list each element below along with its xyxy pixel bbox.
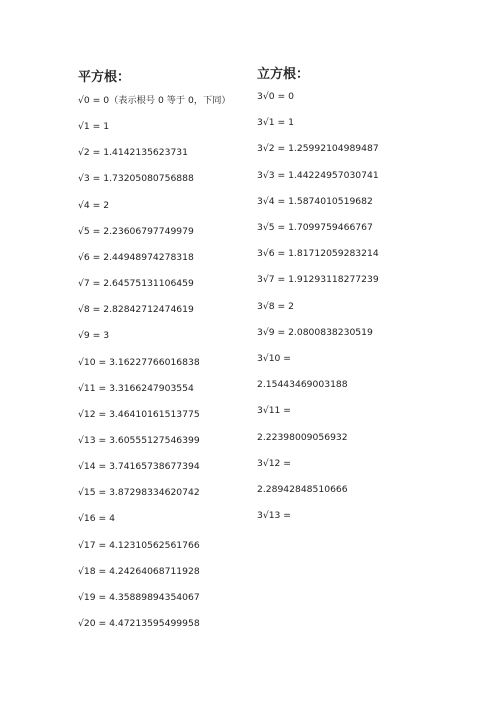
- square-root-line: √4 = 2: [78, 199, 110, 211]
- cube-root-heading: 立方根：: [257, 67, 310, 82]
- cube-root-line: 3√9 = 2.0800838230519: [257, 326, 373, 338]
- square-root-heading: 平方根：: [78, 70, 131, 85]
- square-root-line: √17 = 4.12310562561766: [78, 539, 200, 551]
- square-root-line: √11 = 3.3166247903554: [78, 382, 194, 394]
- cube-root-line: 3√11 =: [257, 405, 292, 417]
- cube-root-line: 3√13 =: [257, 510, 292, 521]
- square-root-line: √16 = 4: [78, 513, 115, 525]
- cube-root-column: [257, 0, 387, 521]
- cube-root-line: 3√0 = 0: [257, 91, 294, 102]
- square-root-line: √9 = 3: [78, 330, 110, 342]
- square-root-line: √19 = 4.35889894354067: [78, 591, 200, 603]
- square-root-line: √2 = 1.4142135623731: [78, 147, 188, 159]
- square-root-line: √0 = 0（表示根号 0 等于 0，下同）: [78, 95, 231, 106]
- cube-root-line: 3√12 =: [257, 457, 292, 469]
- cube-root-line: 3√1 = 1: [257, 117, 294, 129]
- cube-root-line: 3√3 = 1.44224957030741: [257, 169, 379, 181]
- square-root-line: √7 = 2.64575131106459: [78, 278, 194, 290]
- cube-root-line: 3√10 =: [257, 353, 292, 364]
- cube-root-line: 3√7 = 1.91293118277239: [257, 274, 379, 286]
- square-root-line: √3 = 1.73205080756888: [78, 173, 194, 185]
- cube-root-line: 3√6 = 1.81712059283214: [257, 248, 379, 260]
- cube-root-line: 3√4 = 1.5874010519682: [257, 195, 373, 207]
- cube-root-line: 2.15443469003188: [257, 379, 348, 391]
- cube-root-line: 2.28942848510666: [257, 484, 348, 495]
- square-root-line: √6 = 2.44948974278318: [78, 251, 194, 263]
- square-root-line: √8 = 2.82842712474619: [78, 304, 194, 316]
- square-root-line: √12 = 3.46410161513775: [78, 408, 200, 420]
- square-root-line: √20 = 4.47213595499958: [78, 618, 200, 629]
- cube-root-line: 3√2 = 1.25992104989487: [257, 143, 379, 155]
- cube-root-line: 2.22398009056932: [257, 431, 348, 443]
- square-root-line: √10 = 3.16227766016838: [78, 356, 200, 368]
- cube-root-line: 3√5 = 1.7099759466767: [257, 222, 373, 233]
- square-root-line: √18 = 4.24264068711928: [78, 565, 200, 577]
- cube-root-line: 3√8 = 2: [257, 300, 294, 312]
- square-root-line: √13 = 3.60555127546399: [78, 434, 200, 446]
- square-root-line: √15 = 3.87298334620742: [78, 487, 200, 499]
- square-root-line: √5 = 2.23606797749979: [78, 225, 194, 237]
- square-root-line: √1 = 1: [78, 121, 110, 133]
- square-root-line: √14 = 3.74165738677394: [78, 461, 200, 473]
